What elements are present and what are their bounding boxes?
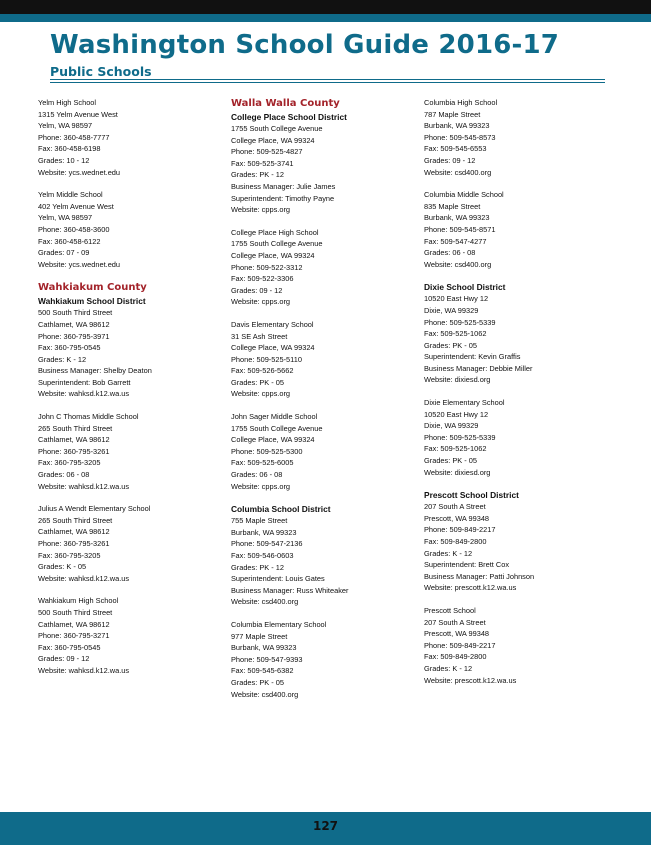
- entry-line: Phone: 509-849-2217: [424, 640, 496, 650]
- entry-line: Cathlamet, WA 98612: [38, 435, 110, 445]
- entry-line: Website: wahksd.k12.wa.us: [38, 389, 130, 399]
- entry-line: 10520 East Hwy 12: [424, 294, 489, 304]
- entry-line: Grades: K - 12: [38, 354, 87, 364]
- entry-line: Grades: 09 - 12: [38, 654, 90, 664]
- entry-line: 207 South A Street: [424, 617, 486, 627]
- entry-line: College Place, WA 99324: [231, 135, 315, 145]
- school-entry: [231, 411, 416, 492]
- entry-line: Grades: 06 - 08: [424, 248, 476, 258]
- entry-line: Fax: 360-795-3205: [38, 458, 101, 468]
- school-entry: [231, 503, 416, 608]
- entry-line: Phone: 509-525-5339: [424, 317, 496, 327]
- district-heading: Columbia School District: [231, 504, 331, 515]
- entry-line: Fax: 360-458-6198: [38, 144, 101, 154]
- entry-line: Wahkiakum High School: [38, 596, 119, 606]
- entry-line: Grades: PK - 05: [231, 677, 284, 687]
- entry-line: Website: dixiesd.org: [424, 467, 491, 477]
- county-heading: Walla Walla County: [231, 98, 340, 109]
- entry-line: 265 South Third Street: [38, 515, 113, 525]
- entry-line: Fax: 509-525-3741: [231, 158, 294, 168]
- entry-line: Superintendent: Bob Garrett: [38, 377, 131, 387]
- entry-line: Phone: 509-525-5339: [424, 432, 496, 442]
- entry-line: 265 South Third Street: [38, 423, 113, 433]
- entry-line: Burbank, WA 99323: [231, 643, 297, 653]
- header-rule-top: [50, 79, 605, 80]
- entry-line: Julius A Wendt Elementary School: [38, 504, 151, 514]
- entry-line: Website: cpps.org: [231, 205, 291, 215]
- entry-line: Davis Elementary School: [231, 319, 314, 329]
- entry-line: Burbank, WA 99323: [231, 527, 297, 537]
- entry-line: Grades: K - 12: [424, 663, 473, 673]
- entry-line: Grades: 07 - 09: [38, 248, 90, 258]
- entry-line: Columbia High School: [424, 98, 498, 107]
- page-title: Washington School Guide 2016-17: [50, 30, 560, 60]
- page-subtitle: Public Schools: [50, 64, 152, 79]
- school-entry: [38, 97, 223, 178]
- school-entry: [424, 397, 609, 478]
- entry-line: Dixie, WA 99329: [424, 421, 479, 431]
- entry-line: Grades: PK - 05: [424, 340, 477, 350]
- entry-line: Phone: 509-545-8573: [424, 132, 496, 142]
- entry-line: Grades: 09 - 12: [231, 285, 283, 295]
- entry-line: Cathlamet, WA 98612: [38, 527, 110, 537]
- entry-line: Phone: 360-795-3971: [38, 331, 110, 341]
- entry-line: Website: cpps.org: [231, 481, 291, 491]
- entry-line: Fax: 360-795-0545: [38, 343, 101, 353]
- entry-line: College Place, WA 99324: [231, 435, 315, 445]
- entry-line: Business Manager: Patti Johnson: [424, 571, 535, 581]
- entry-line: Business Manager: Russ Whiteaker: [231, 585, 349, 595]
- entry-line: Fax: 509-547-4277: [424, 236, 487, 246]
- entry-line: Dixie Elementary School: [424, 398, 505, 408]
- entry-line: Website: csd400.org: [231, 597, 299, 607]
- entry-line: Business Manager: Shelby Deaton: [38, 366, 152, 376]
- entry-line: Website: cpps.org: [231, 297, 291, 307]
- top-teal-band: [0, 14, 651, 22]
- entry-line: Yelm Middle School: [38, 190, 103, 200]
- school-entry: [424, 189, 609, 270]
- entry-line: Grades: 06 - 08: [231, 470, 283, 480]
- entry-line: Superintendent: Brett Cox: [424, 560, 510, 570]
- entry-line: Business Manager: Julie James: [231, 181, 336, 191]
- entry-line: Prescott School: [424, 605, 476, 615]
- entry-line: 402 Yelm Avenue West: [38, 201, 114, 211]
- entry-line: Prescott, WA 99348: [424, 629, 490, 639]
- entry-line: Website: ycs.wednet.edu: [38, 259, 121, 269]
- entry-line: 500 South Third Street: [38, 308, 113, 318]
- entry-line: Burbank, WA 99323: [424, 213, 490, 223]
- county-heading: Wahkiakum County: [38, 282, 147, 294]
- entry-line: Fax: 360-458-6122: [38, 236, 101, 246]
- entry-line: Website: wahksd.k12.wa.us: [38, 573, 130, 583]
- school-entry: [231, 97, 416, 216]
- entry-line: Fax: 509-545-6553: [424, 144, 487, 154]
- entry-line: Grades: 06 - 08: [38, 470, 90, 480]
- entry-line: Fax: 509-525-1062: [424, 329, 487, 339]
- entry-line: Business Manager: Debbie Miller: [424, 363, 533, 373]
- school-entry: [38, 503, 223, 584]
- entry-line: Phone: 509-547-9393: [231, 654, 303, 664]
- school-entry: [231, 619, 416, 700]
- entry-line: Phone: 509-547-2136: [231, 539, 303, 549]
- column-left: [38, 97, 223, 688]
- entry-line: Fax: 360-795-3205: [38, 550, 101, 560]
- entry-line: 500 South Third Street: [38, 607, 113, 617]
- school-entry: [424, 281, 609, 386]
- entry-line: Phone: 509-545-8571: [424, 224, 496, 234]
- entry-line: Columbia Middle School: [424, 190, 504, 200]
- entry-line: Fax: 509-545-6382: [231, 666, 294, 676]
- entry-line: Columbia Elementary School: [231, 619, 327, 629]
- entry-line: College Place, WA 99324: [231, 250, 315, 260]
- entry-line: Superintendent: Timothy Payne: [231, 193, 335, 203]
- entry-line: Grades: PK - 05: [424, 456, 477, 466]
- entry-line: Website: prescott.k12.wa.us: [424, 583, 517, 593]
- school-entry: [424, 489, 609, 594]
- entry-line: Fax: 360-795-0545: [38, 642, 101, 652]
- entry-line: Fax: 509-849-2800: [424, 652, 487, 662]
- entry-line: Website: ycs.wednet.edu: [38, 167, 121, 177]
- entry-line: Website: cpps.org: [231, 389, 291, 399]
- entry-line: Cathlamet, WA 98612: [38, 619, 110, 629]
- entry-line: Superintendent: Kevin Graffis: [424, 352, 521, 362]
- entry-line: Yelm, WA 98597: [38, 213, 93, 223]
- entry-line: Yelm, WA 98597: [38, 121, 93, 131]
- entry-line: Phone: 509-849-2217: [424, 525, 496, 535]
- district-heading: Wahkiakum School District: [38, 296, 146, 307]
- entry-line: Phone: 360-795-3261: [38, 446, 110, 456]
- entry-line: 835 Maple Street: [424, 201, 481, 211]
- entry-line: John Sager Middle School: [231, 412, 318, 422]
- entry-line: Grades: K - 05: [38, 562, 87, 572]
- entry-line: 755 Maple Street: [231, 516, 288, 526]
- entry-line: Burbank, WA 99323: [424, 121, 490, 131]
- school-entry: [231, 319, 416, 400]
- entry-line: Grades: PK - 12: [231, 170, 284, 180]
- entry-line: Grades: 10 - 12: [38, 155, 90, 165]
- school-entry: [424, 605, 609, 686]
- entry-line: Superintendent: Louis Gates: [231, 574, 325, 584]
- entry-line: Website: csd400.org: [231, 689, 299, 699]
- entry-line: 1755 South College Avenue: [231, 239, 323, 249]
- entry-line: 787 Maple Street: [424, 109, 481, 119]
- entry-line: Phone: 509-525-5300: [231, 446, 303, 456]
- entry-line: College Place High School: [231, 227, 319, 237]
- school-entry: [38, 595, 223, 676]
- entry-line: Fax: 509-525-6005: [231, 458, 294, 468]
- entry-line: Grades: K - 12: [424, 548, 473, 558]
- entry-line: Phone: 509-525-4827: [231, 147, 303, 157]
- school-entry: [38, 189, 223, 270]
- entry-line: Fax: 509-526-5662: [231, 366, 294, 376]
- entry-line: Website: dixiesd.org: [424, 375, 491, 385]
- entry-line: Phone: 360-458-3600: [38, 224, 110, 234]
- entry-line: 207 South A Street: [424, 502, 486, 512]
- school-entry: [424, 97, 609, 178]
- entry-line: Grades: PK - 05: [231, 377, 284, 387]
- entry-line: 1315 Yelm Avenue West: [38, 109, 118, 119]
- entry-line: Fax: 509-849-2800: [424, 537, 487, 546]
- entry-line: 31 SE Ash Street: [231, 331, 288, 341]
- entry-line: Fax: 509-525-1062: [424, 444, 487, 454]
- entry-line: Phone: 360-458-7777: [38, 132, 110, 142]
- school-entry: [38, 281, 223, 400]
- entry-line: Website: wahksd.k12.wa.us: [38, 665, 130, 675]
- entry-line: Prescott, WA 99348: [424, 513, 490, 523]
- entry-line: Fax: 509-522-3306: [231, 274, 294, 284]
- top-black-band: [0, 0, 651, 14]
- page-number: 127: [312, 819, 339, 833]
- entry-line: Website: csd400.org: [424, 167, 492, 177]
- district-heading: College Place School District: [231, 112, 347, 122]
- entry-line: Grades: PK - 12: [231, 562, 284, 572]
- entry-line: 1755 South College Avenue: [231, 423, 323, 433]
- entry-line: Phone: 360-795-3261: [38, 539, 110, 548]
- entry-line: Yelm High School: [38, 98, 97, 107]
- entry-line: Website: prescott.k12.wa.us: [424, 675, 517, 685]
- column-right: [424, 97, 609, 697]
- entry-line: Website: wahksd.k12.wa.us: [38, 481, 130, 491]
- entry-line: College Place, WA 99324: [231, 343, 315, 353]
- entry-line: John C Thomas Middle School: [38, 412, 139, 422]
- entry-line: Fax: 509-546-0603: [231, 551, 294, 560]
- entry-line: Grades: 09 - 12: [424, 155, 476, 165]
- entry-line: Cathlamet, WA 98612: [38, 319, 110, 329]
- entry-line: 10520 East Hwy 12: [424, 409, 489, 419]
- school-entry: [38, 411, 223, 492]
- column-middle: [231, 97, 416, 711]
- entry-line: Dixie, WA 99329: [424, 305, 479, 315]
- entry-line: Phone: 509-525-5110: [231, 354, 302, 364]
- district-heading: Prescott School District: [424, 490, 519, 501]
- entry-line: 977 Maple Street: [231, 631, 288, 641]
- school-entry: [231, 227, 416, 308]
- header-rule-bottom: [50, 82, 605, 83]
- entry-line: Phone: 360-795-3271: [38, 631, 110, 641]
- entry-line: Website: csd400.org: [424, 259, 492, 269]
- entry-line: 1755 South College Avenue: [231, 124, 323, 133]
- district-heading: Dixie School District: [424, 282, 506, 293]
- entry-line: Phone: 509-522-3312: [231, 262, 303, 272]
